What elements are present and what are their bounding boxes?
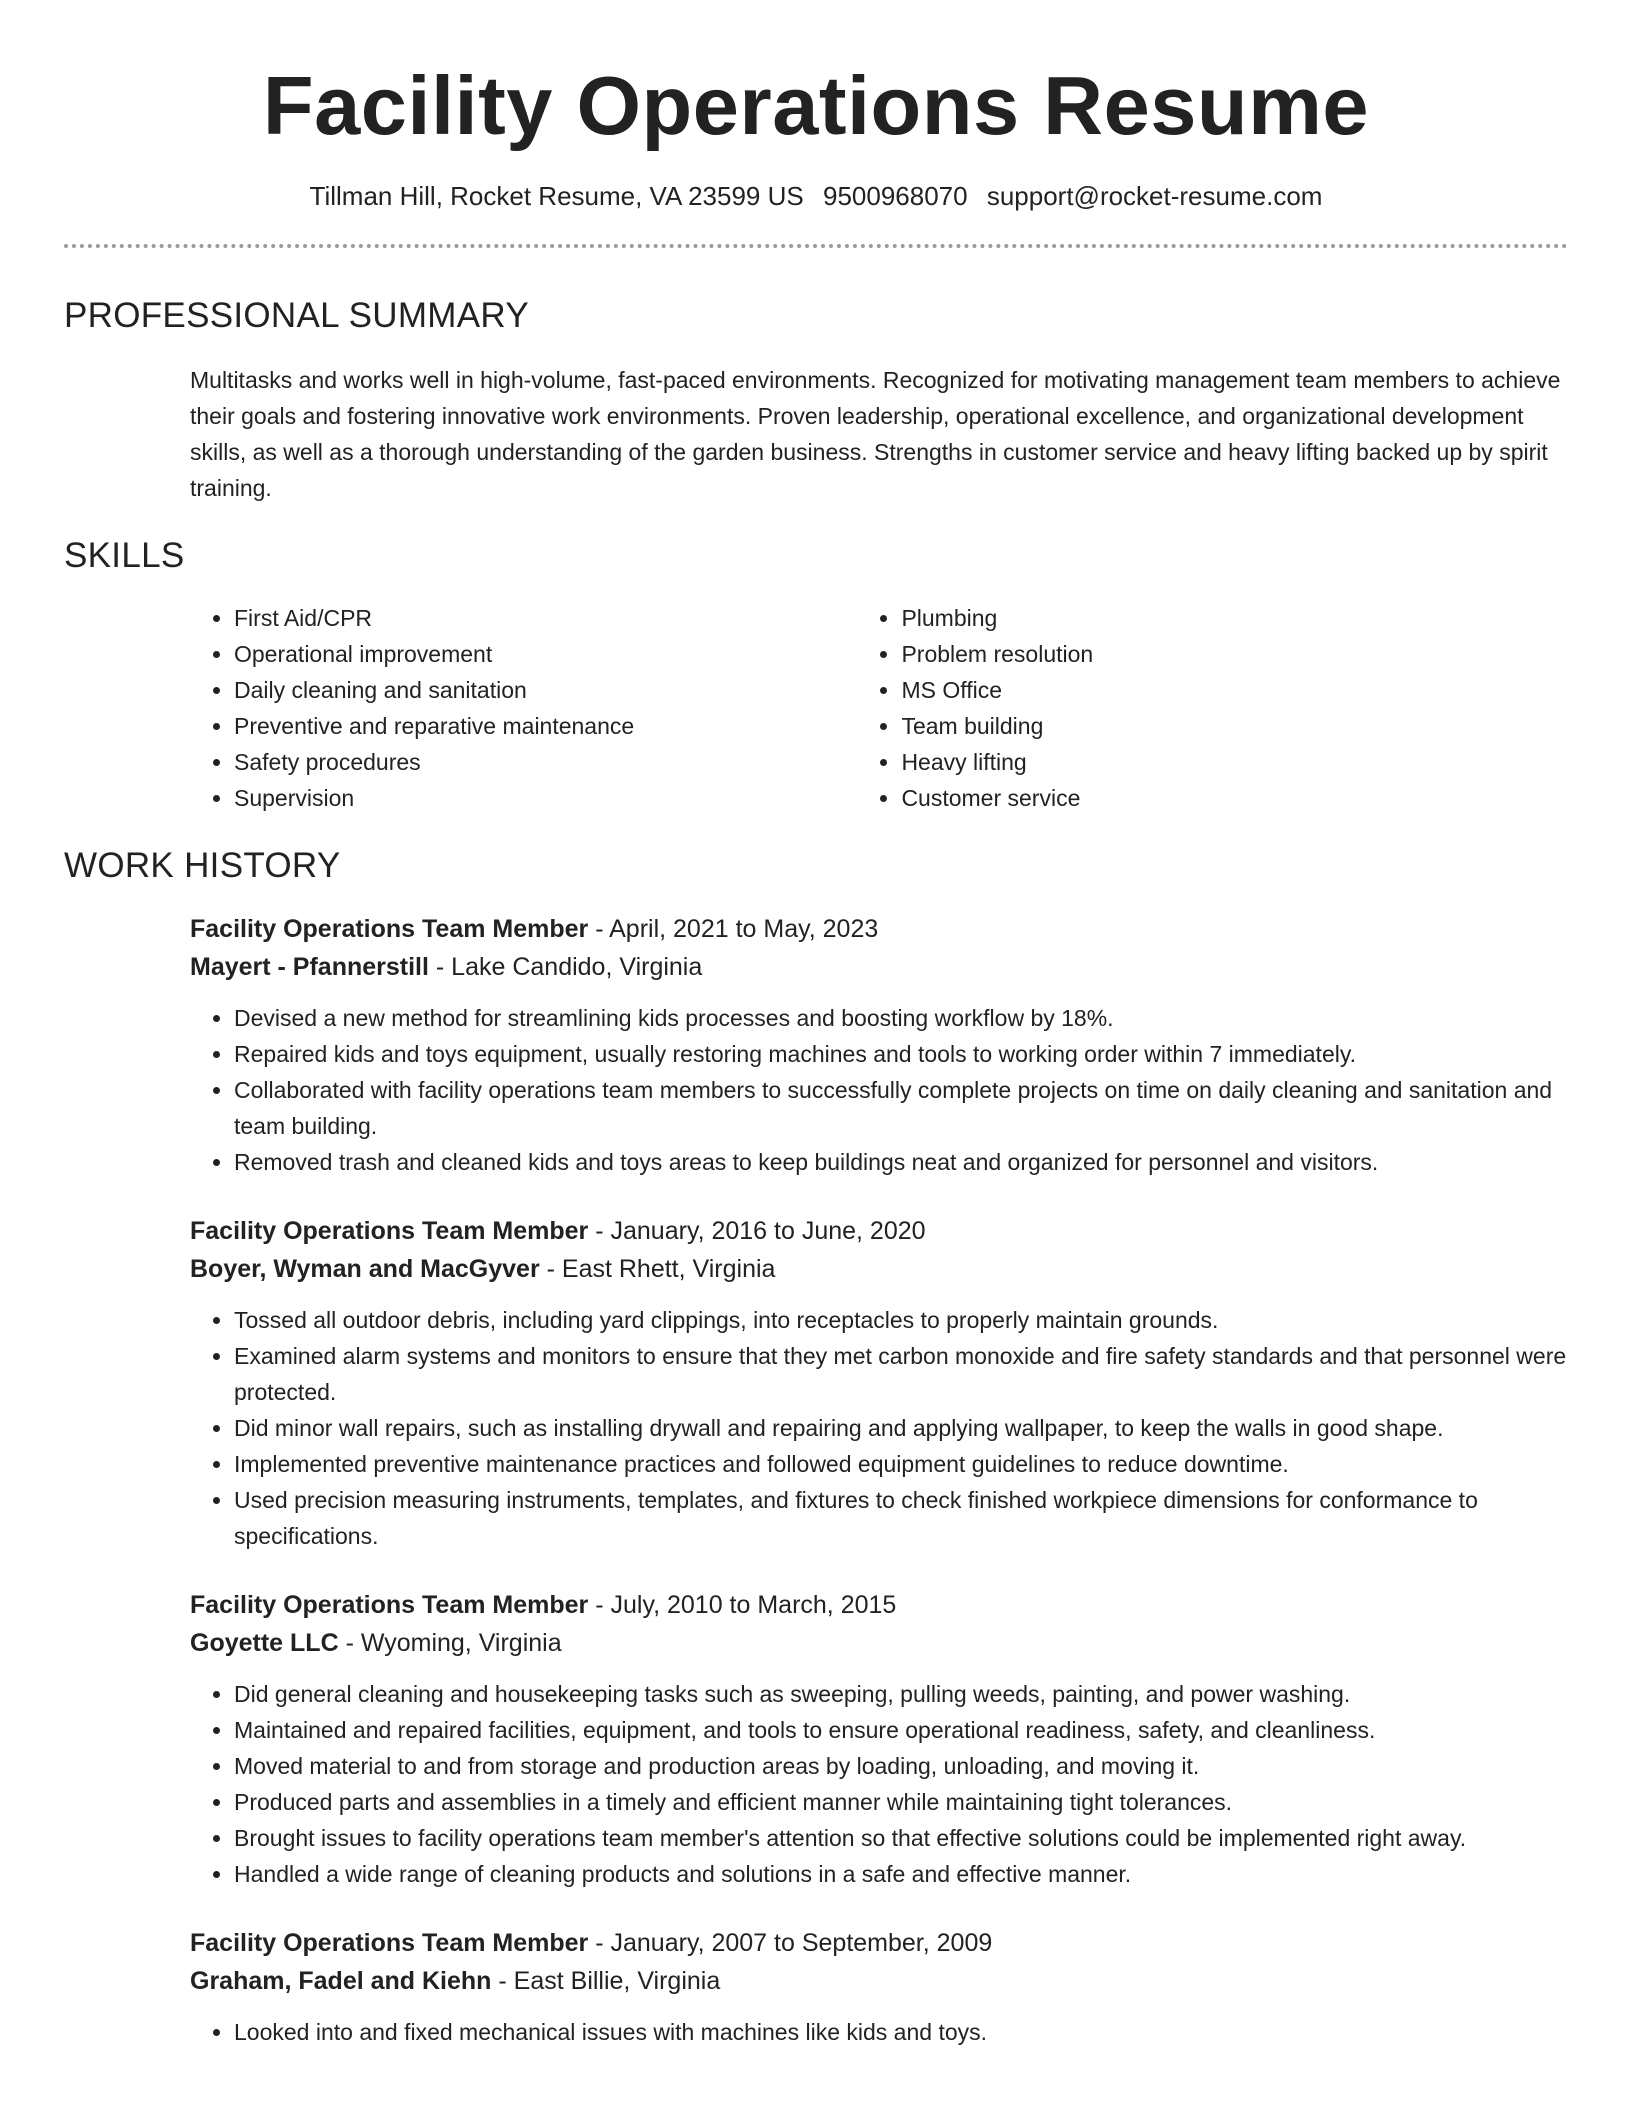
contact-email: support@rocket-resume.com [986,181,1323,211]
job-company: Graham, Fadel and Kiehn [190,1967,492,1995]
skill-item: • Plumbing [901,600,1568,636]
job-company-line [190,1624,1568,1662]
job-bullets [190,1676,1568,1892]
job-company-line [190,948,1568,986]
job-entry [190,1586,1568,1892]
job-dates: - January, 2016 to June, 2020 [588,1217,926,1245]
header-divider [64,244,1568,248]
skill-item: • Daily cleaning and sanitation [234,672,857,708]
job-role: Facility Operations Team Member [190,1929,589,1957]
job-entry [190,910,1568,1180]
skill-item: • Team building [901,708,1568,744]
job-bullet: • Maintained and repaired facilities, equipment, and tools to ensure operational readiness, safety, and cleanliness. [234,1712,1568,1748]
skill-item: • First Aid/CPR [234,600,857,636]
job-bullet: • Collaborated with facility operations team members to successfully complete projects on time on daily cleaning and sanitation and team building. [234,1072,1568,1144]
job-bullet: • Handled a wide range of cleaning products and solutions in a safe and effective manner. [234,1856,1568,1892]
job-dates: - January, 2007 to September, 2009 [588,1929,993,1957]
job-bullet: • Devised a new method for streamlining kids processes and boosting workflow by 18%. [234,1000,1568,1036]
job-entry [190,1212,1568,1554]
job-location: - Wyoming, Virginia [338,1629,562,1657]
skills-column-left [190,600,857,816]
job-bullet: • Moved material to and from storage and production areas by loading, unloading, and moving it. [234,1748,1568,1784]
job-title-line [190,1586,1568,1624]
job-bullet: • Did minor wall repairs, such as installing drywall and repairing and applying wallpaper, to keep the walls in good shape. [234,1410,1568,1446]
job-bullets [190,1302,1568,1554]
job-bullet: • Brought issues to facility operations team member's attention so that effective solutions could be implemented right away. [234,1820,1568,1856]
job-company-line [190,1962,1568,2000]
job-bullet: • Looked into and fixed mechanical issues with machines like kids and toys. [234,2014,1568,2050]
job-bullet: • Implemented preventive maintenance practices and followed equipment guidelines to reduce downtime. [234,1446,1568,1482]
job-dates: - July, 2010 to March, 2015 [588,1591,897,1619]
summary-text: Multitasks and works well in high-volume, fast-paced environments. Recognized for motivating management team members to achieve their goals and fostering innovative work environments. Proven leadership, operational excellence, and organizational development skills, as well as a thorough understanding of the garden business. Strengths in customer service and heavy lifting backed up by spirit training. [190,367,1561,501]
job-bullets [190,1000,1568,1180]
skill-item: • Customer service [901,780,1568,816]
job-role: Facility Operations Team Member [190,1591,589,1619]
skill-item: • Heavy lifting [901,744,1568,780]
resume-page [64,0,1568,2050]
job-entry [190,1924,1568,2050]
skill-item: • Safety procedures [234,744,857,780]
job-bullet: • Produced parts and assemblies in a timely and efficient manner while maintaining tight tolerances. [234,1784,1568,1820]
job-company-line [190,1250,1568,1288]
skill-item: • Operational improvement [234,636,857,672]
job-location: - Lake Candido, Virginia [428,953,703,981]
skills-list [190,600,1568,816]
contact-line [64,178,1568,214]
job-bullet: • Repaired kids and toys equipment, usually restoring machines and tools to working order within 7 immediately. [234,1036,1568,1072]
job-title-line [190,1212,1568,1250]
job-location: - East Billie, Virginia [491,1967,721,1995]
job-location: - East Rhett, Virginia [539,1255,776,1283]
job-company: Boyer, Wyman and MacGyver [190,1255,540,1283]
section-title-work-history: WORK HISTORY [64,846,341,885]
skill-item: • MS Office [901,672,1568,708]
skill-item: • Supervision [234,780,857,816]
job-bullet: • Did general cleaning and housekeeping tasks such as sweeping, pulling weeds, painting, and power washing. [234,1676,1568,1712]
job-role: Facility Operations Team Member [190,915,589,943]
job-bullet: • Examined alarm systems and monitors to ensure that they met carbon monoxide and fire safety standards and that personnel were protected. [234,1338,1568,1410]
job-dates: - April, 2021 to May, 2023 [588,915,879,943]
section-title-summary: PROFESSIONAL SUMMARY [64,296,529,335]
skills-column-right [857,600,1568,816]
job-title-line [190,910,1568,948]
job-bullet: • Used precision measuring instruments, templates, and fixtures to check finished workpiece dimensions for conformance to specifications. [234,1482,1568,1554]
job-company: Mayert - Pfannerstill [190,953,429,981]
job-company: Goyette LLC [190,1629,339,1657]
skill-item: • Problem resolution [901,636,1568,672]
job-role: Facility Operations Team Member [190,1217,589,1245]
job-bullets [190,2014,1568,2050]
skill-item: • Preventive and reparative maintenance [234,708,857,744]
job-bullet: • Removed trash and cleaned kids and toys areas to keep buildings neat and organized for personnel and visitors. [234,1144,1568,1180]
section-title-skills: SKILLS [64,536,185,575]
contact-address: Tillman Hill, Rocket Resume, VA 23599 US [309,181,804,211]
resume-title: Facility Operations Resume [262,59,1370,152]
contact-phone: 9500968070 [822,181,968,211]
job-title-line [190,1924,1568,1962]
job-bullet: • Tossed all outdoor debris, including yard clippings, into receptacles to properly maintain grounds. [234,1302,1568,1338]
